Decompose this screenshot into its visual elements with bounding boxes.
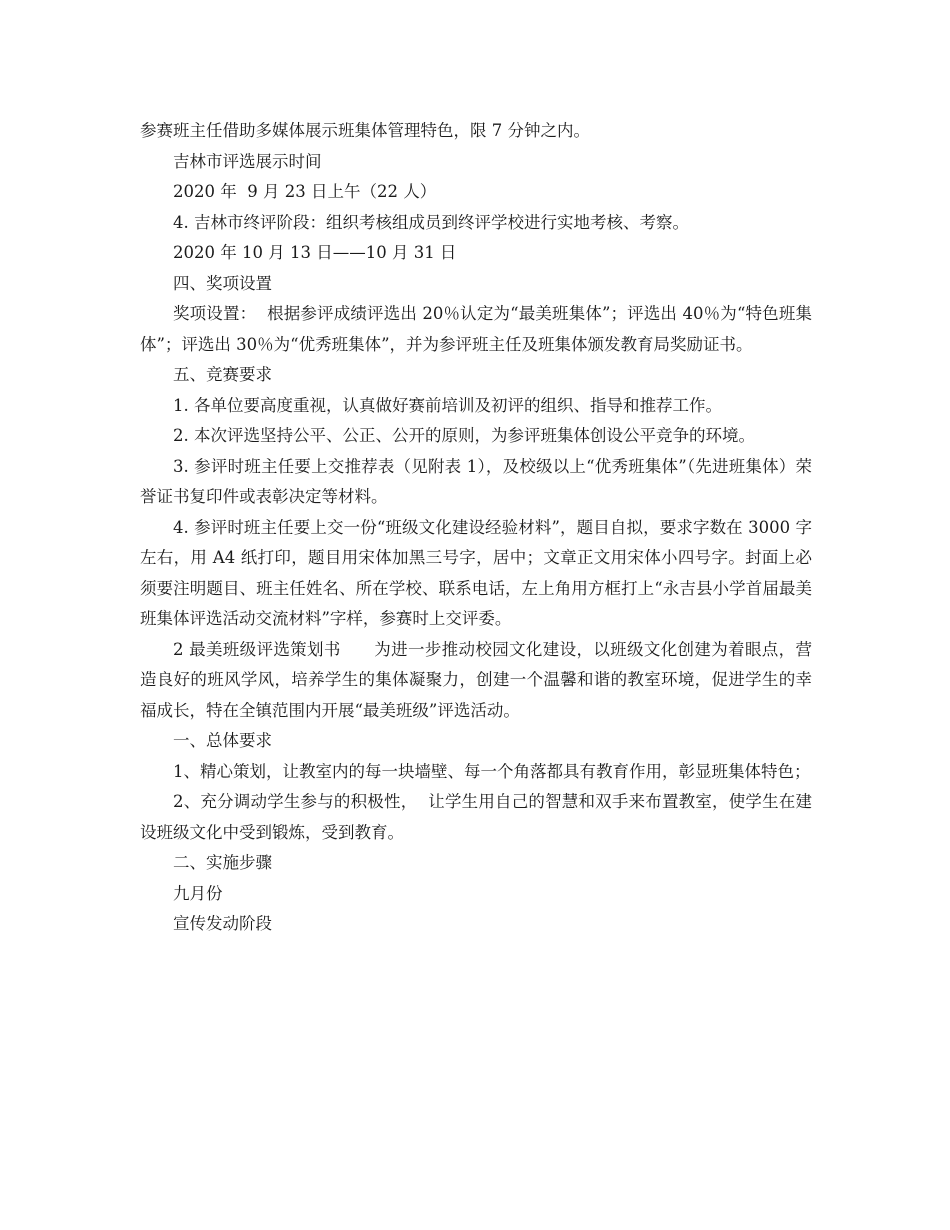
paragraph-6: 四、奖项设置: [173, 273, 272, 293]
document-body: [140, 116, 812, 940]
paragraph-11: 3. 参评时班主任要上交推荐表（见附表 1），及校级以上“优秀班集体”（先进班集体）荣誉证书复印件或表彰决定等材料。: [140, 456, 812, 506]
paragraph-9: 1. 各单位要高度重视，认真做好赛前培训及初评的组织、指导和推荐工作。: [173, 395, 722, 415]
paragraph-3: 2020 年 9 月 23 日上午（22 人）: [173, 182, 437, 201]
paragraph-2: 吉林市评选展示时间: [173, 151, 322, 171]
paragraph-15: 1、精心策划，让教室内的每一块墙壁、每一个角落都具有教育作用，彰显班集体特色；: [173, 761, 811, 781]
paragraph-5: 2020 年 10 月 13 日——10 月 31 日: [173, 243, 457, 262]
paragraph-7: 奖项设置： 根据参评成绩评选出 20％认定为“最美班集体”；评选出 40％为“特色班集体”；评选出 30％为“优秀班集体”，并为参评班主任及班集体颁发教育局奖励证书。: [140, 304, 812, 354]
paragraph-1: 参赛班主任借助多媒体展示班集体管理特色，限 7 分钟之内。: [140, 121, 590, 140]
paragraph-4: 4. 吉林市终评阶段：组织考核组成员到终评学校进行实地考核、考察。: [173, 212, 689, 232]
paragraph-13: 2 最美班级评选策划书 为进一步推动校园文化建设，以班级文化创建为着眼点，营造良好的班风学风，培养学生的集体凝聚力，创建一个温馨和谐的教室环境，促进学生的幸福成长，特在全镇范围内开展“最美班级”评选活动。: [140, 639, 812, 720]
paragraph-19: 宣传发动阶段: [173, 914, 272, 933]
paragraph-17: 二、实施步骤: [173, 853, 272, 872]
paragraph-18: 九月份: [173, 883, 223, 903]
paragraph-8: 五、竞赛要求: [173, 365, 272, 384]
paragraph-14: 一、总体要求: [173, 731, 272, 750]
paragraph-16: 2、充分调动学生参与的积极性， 让学生用自己的智慧和双手来布置教室，使学生在建设班级文化中受到锻炼，受到教育。: [140, 792, 812, 842]
paragraph-10: 2. 本次评选坚持公平、公正、公开的原则，为参评班集体创设公平竞争的环境。: [173, 426, 755, 445]
paragraph-12: 4. 参评时班主任要上交一份“班级文化建设经验材料”，题目自拟，要求字数在 3000 字左右，用 A4 纸打印，题目用宋体加黑三号字，居中；文章正文用宋体小四号字。封面上必须要注明题目、班主任姓名、所在学校、联系电话，左上角用方框打上“永吉县小学首届最美班集体评选活动交流材料”字样，参赛时上交评委。: [140, 517, 812, 628]
